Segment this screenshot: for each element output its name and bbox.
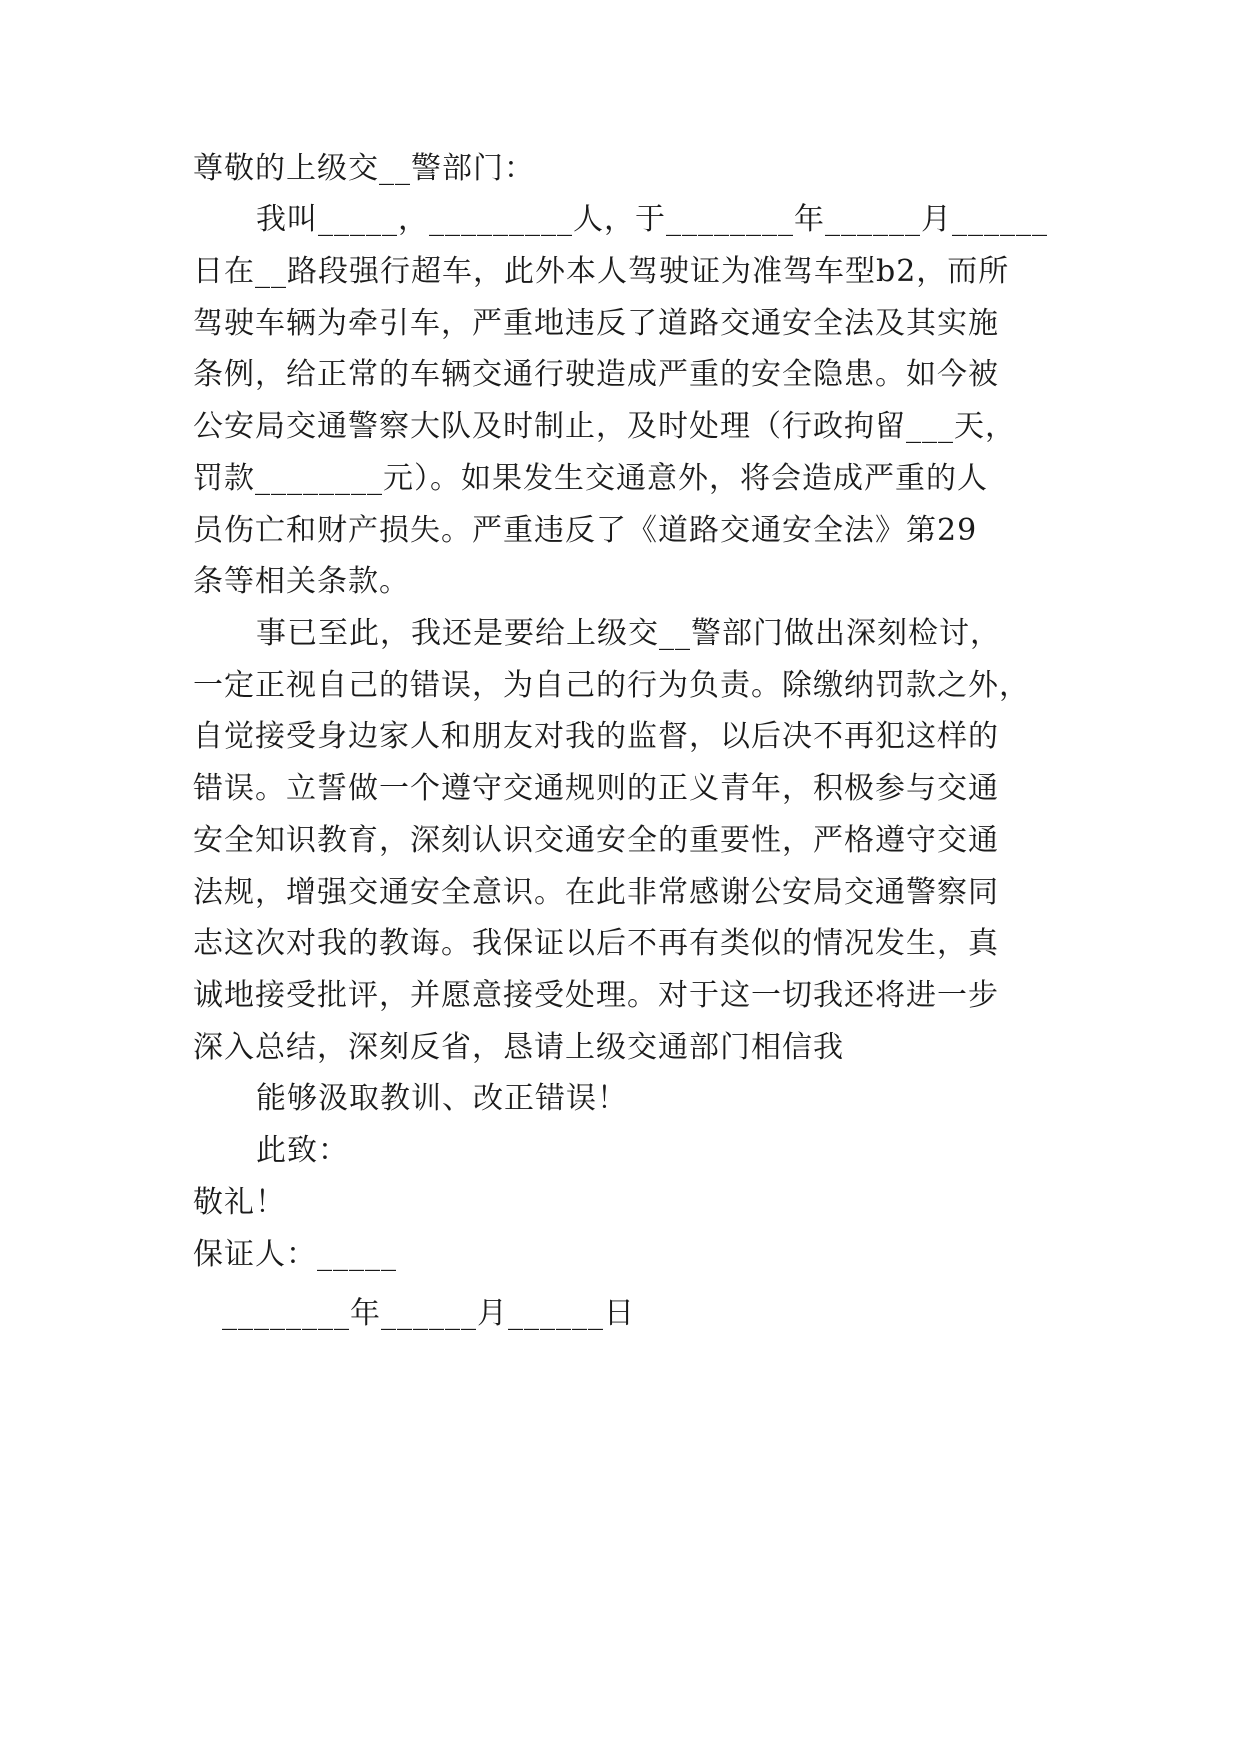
paragraph-2-line-1: 事已至此，我还是要给上级交__警部门做出深刻检讨， xyxy=(256,616,1001,651)
closing-jing-li: 敬礼！ xyxy=(193,1185,286,1220)
paragraph-3: 能够汲取教训、改正错误！ xyxy=(256,1081,628,1116)
paragraph-2-line-7: 志这次对我的教诲。我保证以后不再有类似的情况发生，真 xyxy=(193,926,999,961)
paragraph-2-line-8: 诚地接受批评，并愿意接受处理。对于这一切我还将进一步 xyxy=(193,978,999,1013)
paragraph-2-line-9: 深入总结，深刻反省，恳请上级交通部门相信我 xyxy=(193,1030,844,1065)
paragraph-2-line-5: 安全知识教育，深刻认识交通安全的重要性，严格遵守交通 xyxy=(193,823,999,858)
paragraph-1-line-7: 员伤亡和财产损失。严重违反了《道路交通安全法》第29 xyxy=(193,513,978,548)
paragraph-1-line-1: 我叫_____，_________人，于________年______月______ xyxy=(256,202,1048,237)
guarantor-line: 保证人：_____ xyxy=(193,1237,397,1272)
paragraph-1-line-4: 条例，给正常的车辆交通行驶造成严重的安全隐患。如今被 xyxy=(193,357,999,392)
paragraph-2-line-3: 自觉接受身边家人和朋友对我的监督，以后决不再犯这样的 xyxy=(193,719,999,754)
paragraph-1-line-3: 驾驶车辆为牵引车，严重地违反了道路交通安全法及其实施 xyxy=(193,306,999,341)
date-line: ________年______月______日 xyxy=(222,1296,635,1331)
paragraph-2-line-4: 错误。立誓做一个遵守交通规则的正义青年，积极参与交通 xyxy=(193,771,999,806)
paragraph-1-line-6: 罚款________元）。如果发生交通意外，将会造成严重的人 xyxy=(193,461,988,496)
closing-ci-zhi: 此致： xyxy=(256,1133,349,1168)
paragraph-1-line-2: 日在__路段强行超车，此外本人驾驶证为准驾车型b2，而所 xyxy=(193,254,1010,289)
salutation: 尊敬的上级交__警部门： xyxy=(193,151,535,186)
paragraph-1-line-8: 条等相关条款。 xyxy=(193,564,410,599)
paragraph-2-line-6: 法规，增强交通安全意识。在此非常感谢公安局交通警察同 xyxy=(193,875,999,910)
paragraph-1-line-5: 公安局交通警察大队及时制止，及时处理（行政拘留___天， xyxy=(193,409,1016,444)
paragraph-2-line-2: 一定正视自己的错误，为自己的行为负责。除缴纳罚款之外， xyxy=(193,668,1030,703)
